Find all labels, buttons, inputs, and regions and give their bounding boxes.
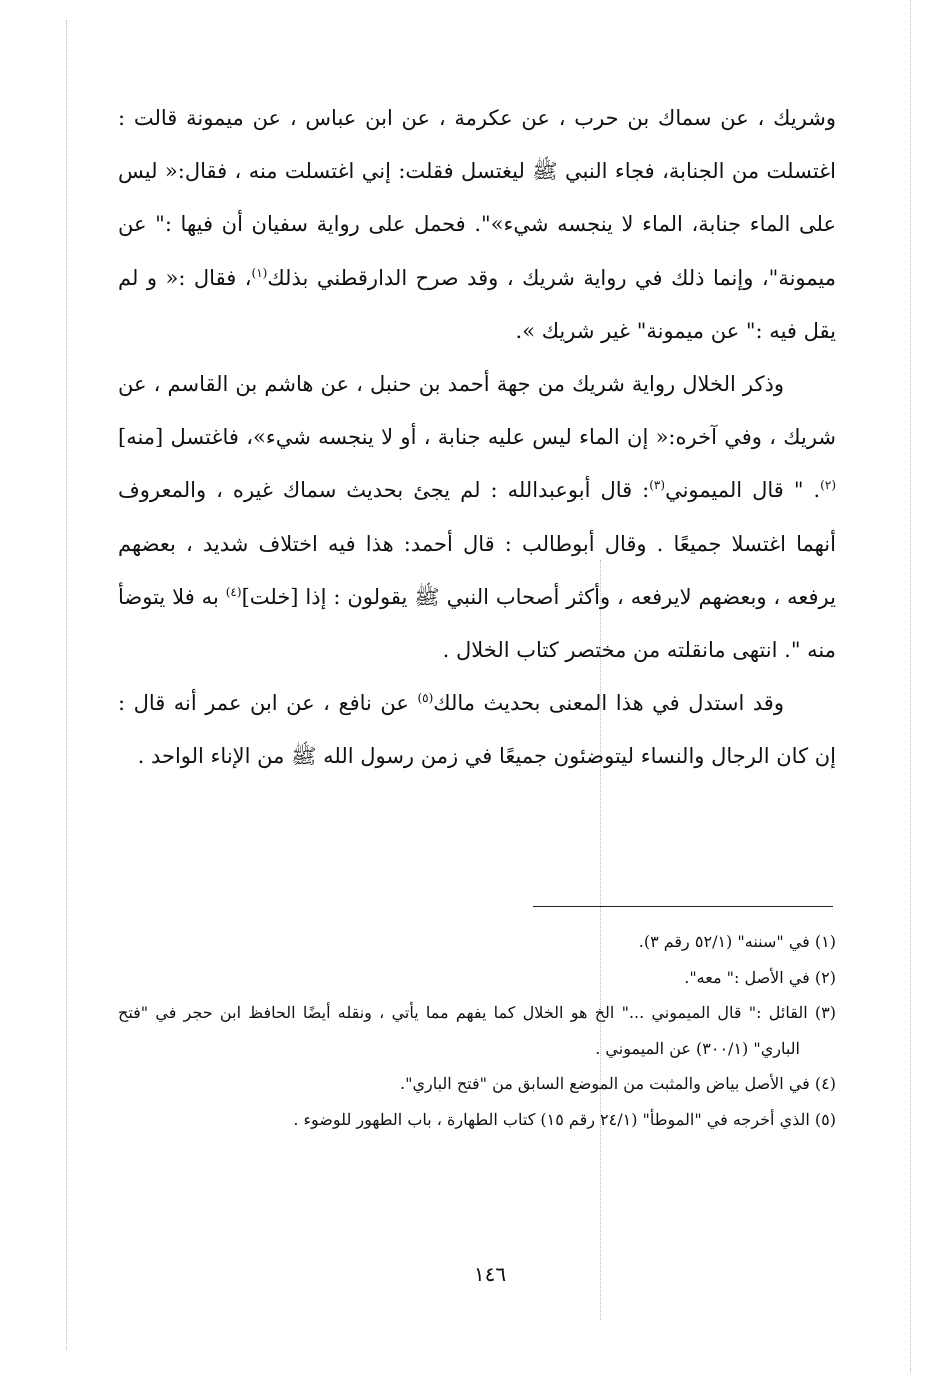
- footnote-number: (٤): [814, 1074, 836, 1093]
- footnote-number: (٣): [814, 1003, 836, 1022]
- scan-line-left: [66, 20, 67, 1350]
- footnote-2: [118, 960, 836, 996]
- footnote-ref-5: (٥): [417, 691, 434, 706]
- paragraph-2: [118, 358, 836, 677]
- footnote-3: [118, 995, 836, 1066]
- footnote-ref-4: (٤): [225, 584, 242, 599]
- paragraph-1-tail: ، فقال :« و لم يقل فيه :" عن ميمونة" غير شريك ».: [118, 265, 836, 343]
- paragraph-2-mid2: : قال أبوعبدالله : لم يجئ بحديث سماك غيره ، والمعروف أنهما اغتسلا جميعًا . وقال أبوطالب : قال أحمد: هذا فيه اختلاف شديد ، بعضهم يرفعه ، وبعضهم لايرفعه ، وأكثر أصحاب النبي ﷺ يقولون : إذا [خلت]: [118, 478, 836, 609]
- footnote-text: في "سننه" (٥٢/١ رقم ٣).: [638, 932, 810, 951]
- main-text: [118, 92, 836, 784]
- footnote-1: [118, 924, 836, 960]
- paragraph-3-tail: عن نافع ، عن ابن عمر أنه قال : إن كان الرجال والنساء ليتوضئون جميعًا في زمن رسول الله ﷺ من الإناء الواحد .: [118, 691, 836, 769]
- paragraph-2-text: وذكر الخلال رواية شريك من جهة أحمد بن حنبل ، عن هاشم بن القاسم ، عن شريك ، وفي آخره:« إن الماء ليس عليه جنابة ، أو لا ينجسه شيء»، فاغتسل [منه]: [118, 372, 836, 450]
- scan-line-right: [910, 0, 911, 1373]
- footnotes: [118, 924, 836, 1137]
- footnote-5: [118, 1102, 836, 1138]
- footnote-text: في الأصل بياض والمثبت من الموضع السابق من "فتح الباري".: [400, 1074, 810, 1093]
- footnote-number: (٢): [814, 967, 836, 987]
- footnote-text: الذي أخرجه في "الموطأ" (٢٤/١ رقم ١٥) كتاب الطهارة ، باب الطهور للوضوء .: [293, 1109, 810, 1129]
- footnote-divider: [533, 906, 833, 907]
- paragraph-2-tail: به فلا يتوضأ منه ". انتهى مانقلته من مختصر كتاب الخلال .: [118, 584, 836, 663]
- footnote-ref-2: (٢): [820, 478, 836, 493]
- footnote-4: [118, 1066, 836, 1102]
- footnote-text: القائل :" قال الميموني ..." الخ هو الخلال كما يفهم مما يأتي ، ونقله أيضًا الحافظ ابن حجر في "فتح الباري" (٣٠٠/١) عن الميموني .: [118, 1003, 808, 1058]
- footnote-ref-1: (١): [251, 265, 268, 280]
- footnote-number: (٥): [814, 1109, 836, 1129]
- paragraph-3-text: وقد استدل في هذا المعنى بحديث مالك: [433, 691, 784, 716]
- paragraph-1: [118, 92, 836, 358]
- paragraph-1-text: وشريك ، عن سماك بن حرب ، عن عكرمة ، عن ابن عباس ، عن ميمونة قالت : اغتسلت من الجنابة، فجاء النبي ﷺ ليغتسل فقلت: إني اغتسلت منه ، فقال:« ليس على الماء جنابة، الماء لا ينجسه شيء»". فحمل على رواية سفيان أن فيها :" عن ميمونة"، وإنما ذلك في رواية شريك ، وقد صرح الدارقطني بذلك: [118, 106, 836, 290]
- footnote-number: (١): [814, 932, 836, 951]
- footnote-ref-3: (٣): [649, 478, 666, 493]
- paragraph-3: [118, 677, 836, 783]
- paragraph-2-mid: . " قال الميموني: [665, 478, 821, 503]
- page-number: ١٤٦: [473, 1262, 507, 1286]
- footnote-text: في الأصل :" معه".: [684, 967, 810, 987]
